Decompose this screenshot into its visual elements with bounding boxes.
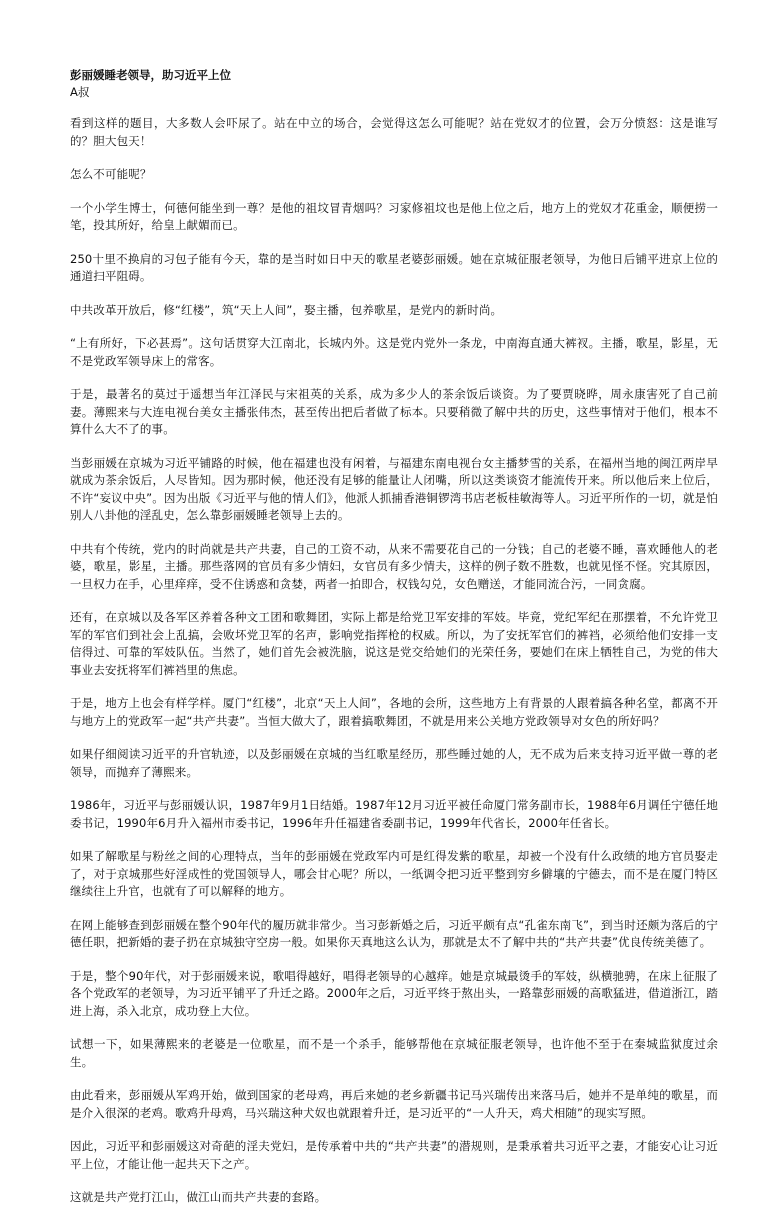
paragraph-10: 还有，在京城以及各军区养着各种文工团和歌舞团，实际上都是给党卫军安排的军妓。毕竟，党纪军纪在那摆着，不允许党卫军的军官们到社会上乱搞，会败坏党卫军的名声，影响党指挥枪的权威。所以，为了安抚军官们的裤裆，必须给他们安排一支信得过、可靠的军妓队伍。当然了，她们首先会被洗脑，说这是党交给她们的光荣任务，要她们在床上牺牲自己，为党的伟大事业去安抚将军们裤裆里的焦虑。 bbox=[70, 610, 718, 677]
article-body bbox=[70, 115, 718, 1207]
paragraph-15: 在网上能够查到彭丽媛在整个90年代的履历就非常少。当习彭新婚之后，习近平颇有点“孔雀东南飞”，到当时还颇为落后的宁德任职，把新婚的妻子扔在京城独守空房一般。如果你天真地这么认为，那就是太不了解中共的“共产共妻”优良传统美德了。 bbox=[70, 917, 718, 949]
paragraph-4: 250十里不换肩的习包子能有今天，靠的是当时如日中天的歌星老婆彭丽媛。她在京城征服老领导，为他日后铺平进京上位的通道扫平阻碍。 bbox=[70, 251, 718, 283]
paragraph-20: 这就是共产党打江山，做江山而共产共妻的套路。 bbox=[70, 1190, 327, 1204]
paragraph-11: 于是，地方上也会有样学样。厦门“红楼”，北京“天上人间”，各地的会所，这些地方上有背景的人跟着搞各种名堂，都离不开与地方上的党政军一起“共产共妻”。当恒大做大了，跟着搞歌舞团，不就是用来公关地方党政领导对女色的所好吗？ bbox=[70, 696, 718, 728]
paragraph-17: 试想一下，如果薄熙来的老婆是一位歌星，而不是一个杀手，能够帮他在京城征服老领导，也许他不至于在秦城监狱度过余生。 bbox=[70, 1037, 718, 1069]
paragraph-16: 于是，整个90年代，对于彭丽媛来说，歌唱得越好，唱得老领导的心越痒。她是京城最烫手的军妓，纵横驰骋，在床上征服了各个党政军的老领导，为习近平铺平了升迁之路。2000年之后，习近平终于熬出头，一路靠彭丽媛的高歌猛进，借道浙江，踏进上海，杀入北京，成功登上大位。 bbox=[70, 968, 718, 1018]
article-title: 彭丽媛睡老领导，助习近平上位 bbox=[70, 68, 231, 82]
article-author: A叔 bbox=[70, 85, 90, 99]
paragraph-1: 看到这样的题目，大多数人会吓尿了。站在中立的场合，会觉得这怎么可能呢？站在党奴才的位置，会万分愤怒：这是谁写的？胆大包天！ bbox=[70, 116, 718, 148]
paragraph-3: 一个小学生博士，何德何能坐到一尊？是他的祖坟冒青烟吗？习家修祖坟也是他上位之后，地方上的党奴才花重金，顺便捞一笔，投其所好，给皇上献媚而已。 bbox=[70, 200, 718, 232]
paragraph-7: 于是，最著名的莫过于遥想当年江泽民与宋祖英的关系，成为多少人的茶余饭后谈资。为了要贾晓晔，周永康害死了自己前妻。薄熙来与大连电视台美女主播张伟杰，甚至传出把后者做了标本。只要稍微了解中共的历史，这些事情对于他们，根本不算什么大不了的事。 bbox=[70, 387, 718, 436]
paragraph-19: 因此，习近平和彭丽媛这对奇葩的淫夫党妇，是传承着中共的“共产共妻”的潜规则，是秉承着共习近平之妻，才能安心让习近平上位，才能让他一起共天下之产。 bbox=[70, 1139, 718, 1171]
paragraph-5: 中共改革开放后，修“红楼”，筑“天上人间”，娶主播，包养歌星，是党内的新时尚。 bbox=[70, 302, 503, 317]
article bbox=[70, 67, 718, 1223]
paragraph-14: 如果了解歌星与粉丝之间的心理特点，当年的彭丽媛在党政军内可是红得发紫的歌星，却被一个没有什么政绩的地方官员娶走了，对于京城那些好淫成性的党国领导人，哪会甘心呢？所以，一纸调令把习近平整到穷乡僻壤的宁德去，而不是在厦门特区继续往上升官，也就有了可以解释的地方。 bbox=[70, 849, 718, 898]
paragraph-13: 1986年，习近平与彭丽媛认识，1987年9月1日结婚。1987年12月习近平被任命厦门常务副市长，1988年6月调任宁德任地委书记，1990年6月升入福州市委书记，1996年升任福建省委副书记，1999年代省长，2000年任省长。 bbox=[70, 798, 718, 830]
paragraph-2: 怎么不可能呢？ bbox=[70, 167, 152, 181]
paragraph-8: 当彭丽媛在京城为习近平铺路的时候，他在福建也没有闲着，与福建东南电视台女主播梦雪的关系，在福州当地的闽江两岸早就成为茶余饭后，人尽皆知。因为那时候，他还没有足够的能量让人闭嘴，所以这类谈资才能流传开来。所以他后来上位后，不许“妄议中央”。因为出版《习近平与他的情人们》，他派人抓捕香港铜锣湾书店老板桂敏海等人。习近平所作的一切，就是怕别人八卦他的淫乱史，怎么靠彭丽媛睡老领导上去的。 bbox=[70, 455, 718, 522]
paragraph-6: “上有所好，下必甚焉”。这句话贯穿大江南北，长城内外。这是党内党外一条龙，中南海直通大裤衩。主播，歌星，影星，无不是党政军领导床上的常客。 bbox=[70, 336, 718, 368]
paragraph-9: 中共有个传统，党内的时尚就是共产共妻，自己的工资不动，从来不需要花自己的一分钱；自己的老婆不睡，喜欢睡他人的老婆，歌星，影星，主播。那些落网的官员有多少情妇，女官员有多少情夫，这样的例子数不胜数，也就见怪不怪。究其原因，一旦权力在手，心里痒痒，受不住诱惑和贪婪，两者一拍即合，权钱勾兑，女色赠送，才能同流合污，一同贪腐。 bbox=[70, 541, 718, 591]
paragraph-12: 如果仔细阅读习近平的升官轨迹，以及彭丽媛在京城的当红歌星经历，那些睡过她的人，无不成为后来支持习近平做一尊的老领导，而抛弃了薄熙来。 bbox=[70, 747, 718, 779]
paragraph-18: 由此看来，彭丽媛从军鸡开始，做到国家的老母鸡，再后来她的老乡新疆书记马兴瑞传出来落马后，她并不是单纯的歌星，而是介入很深的老鸡。歌鸡升母鸡，马兴瑞这种犬奴也就跟着升迁，是习近平的“一人升天，鸡犬相随”的现实写照。 bbox=[70, 1088, 718, 1120]
